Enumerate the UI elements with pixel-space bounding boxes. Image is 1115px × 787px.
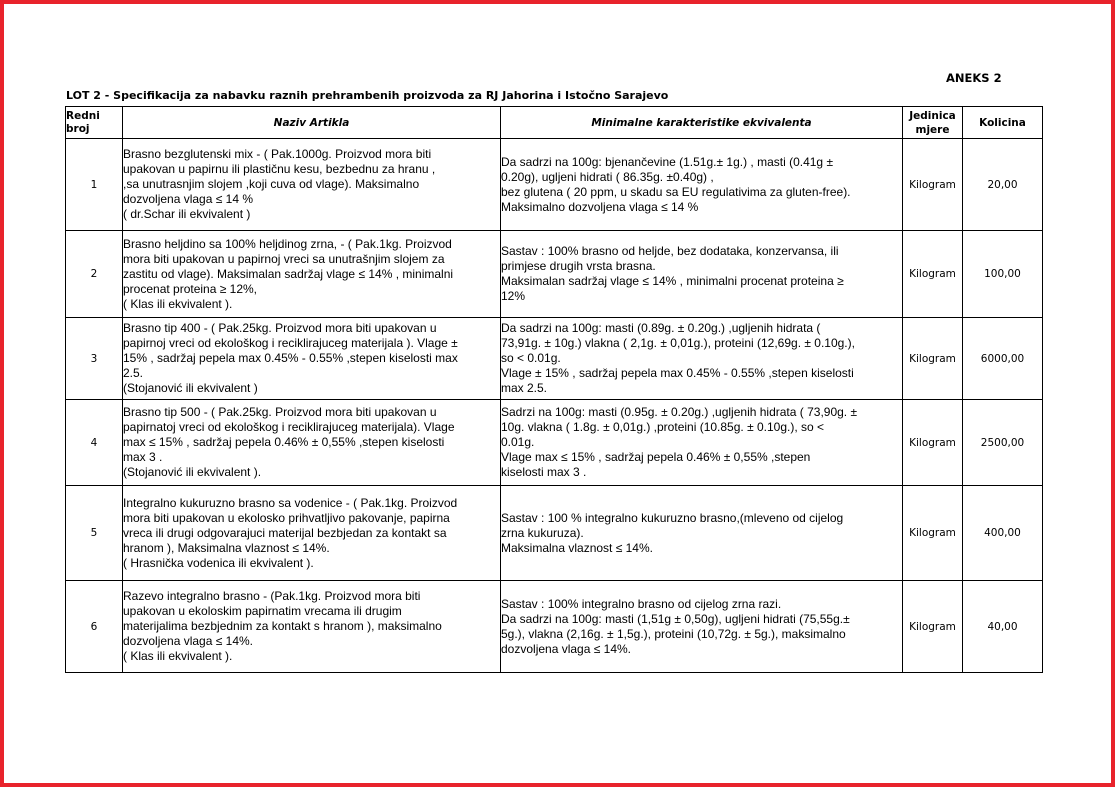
min-characteristics-line: so < 0.01g. (501, 351, 561, 365)
article-name-line: ( dr.Schar ili ekvivalent ) (123, 207, 251, 221)
min-characteristics-line: zrna kukuruza). (501, 525, 584, 540)
min-characteristics-line: primjese drugih vrsta brasna. (501, 259, 656, 273)
min-characteristics-line: Maksimalan sadržaj vlage ≤ 14% , minimalni procenat proteina ≥ (501, 274, 844, 288)
row-number: 5 (66, 486, 123, 581)
header-jedinica-line-2: mjere (915, 123, 950, 136)
unit-of-measure: Kilogram (903, 581, 963, 673)
min-characteristics-line: Da sadrzi na 100g: masti (1,51g ± 0,50g), ugljeni hidrati (75,55g.± (501, 611, 850, 626)
min-characteristics-line: Sastav : 100% brasno od heljde, bez dodataka, konzervansa, ili (501, 244, 839, 258)
min-characteristics-line: kiselosti max 3 . (501, 465, 587, 479)
article-name-line: Brasno bezglutenski mix - ( Pak.1000g. Proizvod mora biti (123, 147, 432, 161)
quantity: 40,00 (963, 581, 1043, 673)
min-characteristics-line: Maksimalno dozvoljena vlaga ≤ 14 % (501, 199, 699, 214)
article-name-line: (Stojanović ili ekvivalent ) (123, 381, 258, 395)
min-characteristics-line: bez glutena ( 20 ppm, u skadu sa EU regulativima za gluten-free). (501, 184, 851, 199)
article-name-line: vreca ili drugi odgovarajuci materijal bezbjedan za kontakt sa (123, 525, 447, 540)
header-row (66, 107, 1043, 139)
header-jedinica-mjere (903, 107, 963, 139)
article-name (123, 318, 501, 400)
header-naziv-artikla: Naziv Artikla (123, 107, 501, 139)
min-characteristics (501, 139, 903, 231)
article-name (123, 581, 501, 673)
article-name (123, 139, 501, 231)
article-name-line: Integralno kukuruzno brasno sa vodenice - ( Pak.1kg. Proizvod (123, 495, 458, 510)
article-name-line: procenat proteina ≥ 12%, (123, 281, 258, 296)
quantity: 6000,00 (963, 318, 1043, 400)
article-name-line: materijalima bezbjednim za kontakt s hranom ), maksimalno (123, 619, 442, 633)
lot-title: LOT 2 - Specifikacija za nabavku raznih prehrambenih proizvoda za RJ Jahorina i Istočno Sarajevo (66, 89, 669, 102)
unit-of-measure: Kilogram (903, 231, 963, 318)
min-characteristics-line: Da sadrzi na 100g: masti (0.89g. ± 0.20g.) ,ugljenih hidrata ( (501, 321, 821, 335)
article-name-line: Brasno tip 400 - ( Pak.25kg. Proizvod mora biti upakovan u (123, 321, 437, 335)
article-name-line: mora biti upakovan u ekolosko prihvatljivo pakovanje, papirna (123, 510, 450, 525)
quantity: 400,00 (963, 486, 1043, 581)
table-row (66, 400, 1043, 486)
min-characteristics-line: Vlage ± 15% , sadržaj pepela max 0.45% - 0.55% ,stepen kiselosti (501, 366, 854, 380)
article-name-line: papirnatoj vreci od ekološkog i reciklirajuceg materijala). Vlage (123, 420, 455, 434)
article-name-line: hranom ), Maksimalna vlaznost ≤ 14%. (123, 540, 330, 555)
article-name-line: ( Klas ili ekvivalent ). (123, 649, 233, 663)
article-name-line: (Stojanović ili ekvivalent ). (123, 465, 262, 479)
header-min-karakteristike: Minimalne karakteristike ekvivalenta (501, 107, 903, 139)
min-characteristics-line: 12% (501, 289, 526, 303)
min-characteristics-line: 0.01g. (501, 435, 535, 449)
specification-table (65, 106, 1043, 673)
min-characteristics-line: Vlage max ≤ 15% , sadržaj pepela 0.46% ± 0,55% ,stepen (501, 450, 811, 464)
min-characteristics-line: Da sadrzi na 100g: bjenančevine (1.51g.± 1g.) , masti (0.41g ± (501, 154, 834, 169)
article-name (123, 400, 501, 486)
min-characteristics (501, 400, 903, 486)
article-name-line: ,sa unutrasnjim slojem ,koji cuva od vlage). Maksimalno (123, 177, 420, 191)
unit-of-measure: Kilogram (903, 486, 963, 581)
header-jedinica-line-1: Jedinica (909, 109, 956, 122)
article-name-line: max 3 . (123, 450, 163, 464)
article-name-line: 15% , sadržaj pepela max 0.45% - 0.55% ,stepen kiselosti max (123, 351, 458, 365)
header-redni-broj (66, 107, 123, 139)
min-characteristics-line: 73,91g. ± 10g.) vlakna ( 2,1g. ± 0,01g.), proteini (12,69g. ± 0.10g.), (501, 336, 855, 350)
row-number: 3 (66, 318, 123, 400)
row-number: 1 (66, 139, 123, 231)
article-name-line: 2.5. (123, 366, 144, 380)
min-characteristics (501, 486, 903, 581)
article-name-line: ( Klas ili ekvivalent ). (123, 296, 233, 311)
min-characteristics (501, 318, 903, 400)
unit-of-measure: Kilogram (903, 400, 963, 486)
row-number: 4 (66, 400, 123, 486)
unit-of-measure: Kilogram (903, 139, 963, 231)
quantity: 2500,00 (963, 400, 1043, 486)
table-row (66, 486, 1043, 581)
article-name-line: Razevo integralno brasno - (Pak.1kg. Proizvod mora biti (123, 589, 421, 603)
min-characteristics-line: Sastav : 100% integralno brasno od cijelog zrna razi. (501, 596, 782, 611)
min-characteristics-line: 10g. vlakna ( 1.8g. ± 0,01g.) ,proteini (10.85g. ± 0.10g.), so < (501, 420, 825, 434)
quantity: 100,00 (963, 231, 1043, 318)
article-name-line: papirnoj vreci od ekološkog i reciklirajuceg materijala ). Vlage ± (123, 336, 458, 350)
article-name-line: upakovan u papirnu ili plastičnu kesu, bezbednu za hranu , (123, 162, 436, 176)
table-row (66, 318, 1043, 400)
header-redni-line-2: broj (66, 122, 90, 135)
min-characteristics-line: Maksimalna vlaznost ≤ 14%. (501, 540, 653, 555)
row-number: 6 (66, 581, 123, 673)
min-characteristics-line: 5g.), vlakna (2,16g. ± 1,5g.), proteini (10,72g. ± 5g.), maksimalno (501, 626, 846, 641)
table-row (66, 581, 1043, 673)
table-row (66, 139, 1043, 231)
article-name (123, 231, 501, 318)
min-characteristics (501, 231, 903, 318)
unit-of-measure: Kilogram (903, 318, 963, 400)
min-characteristics-line: dozvoljena vlaga ≤ 14%. (501, 641, 632, 656)
article-name-line: ( Hrasnička vodenica ili ekvivalent ). (123, 555, 314, 570)
article-name-line: dozvoljena vlaga ≤ 14 % (123, 192, 254, 206)
header-kolicina: Kolicina (963, 107, 1043, 139)
annex-label: ANEKS 2 (946, 71, 1002, 85)
article-name-line: upakovan u ekoloskim papirnatim vrecama ili drugim (123, 604, 402, 618)
article-name-line: Brasno heljdino sa 100% heljdinog zrna, - ( Pak.1kg. Proizvod (123, 236, 452, 251)
article-name-line: max ≤ 15% , sadržaj pepela 0.46% ± 0,55% ,stepen kiselosti (123, 435, 445, 449)
article-name-line: zastitu od vlage). Maksimalan sadržaj vlage ≤ 14% , minimalni (123, 266, 454, 281)
article-name-line: mora biti upakovan u papirnoj vreci sa unutrašnjim slojem za (123, 251, 445, 266)
table-row (66, 231, 1043, 318)
min-characteristics-line: max 2.5. (501, 381, 548, 395)
min-characteristics-line: 0.20g), ugljeni hidrati ( 86.35g. ±0.40g) , (501, 169, 714, 184)
min-characteristics (501, 581, 903, 673)
min-characteristics-line: Sastav : 100 % integralno kukuruzno brasno,(mleveno od cijelog (501, 510, 844, 525)
article-name-line: Brasno tip 500 - ( Pak.25kg. Proizvod mora biti upakovan u (123, 405, 437, 419)
quantity: 20,00 (963, 139, 1043, 231)
header-redni-line-1: Redni (66, 109, 100, 122)
article-name (123, 486, 501, 581)
article-name-line: dozvoljena vlaga ≤ 14%. (123, 634, 254, 648)
row-number: 2 (66, 231, 123, 318)
min-characteristics-line: Sadrzi na 100g: masti (0.95g. ± 0.20g.) ,ugljenih hidrata ( 73,90g. ± (501, 405, 858, 419)
